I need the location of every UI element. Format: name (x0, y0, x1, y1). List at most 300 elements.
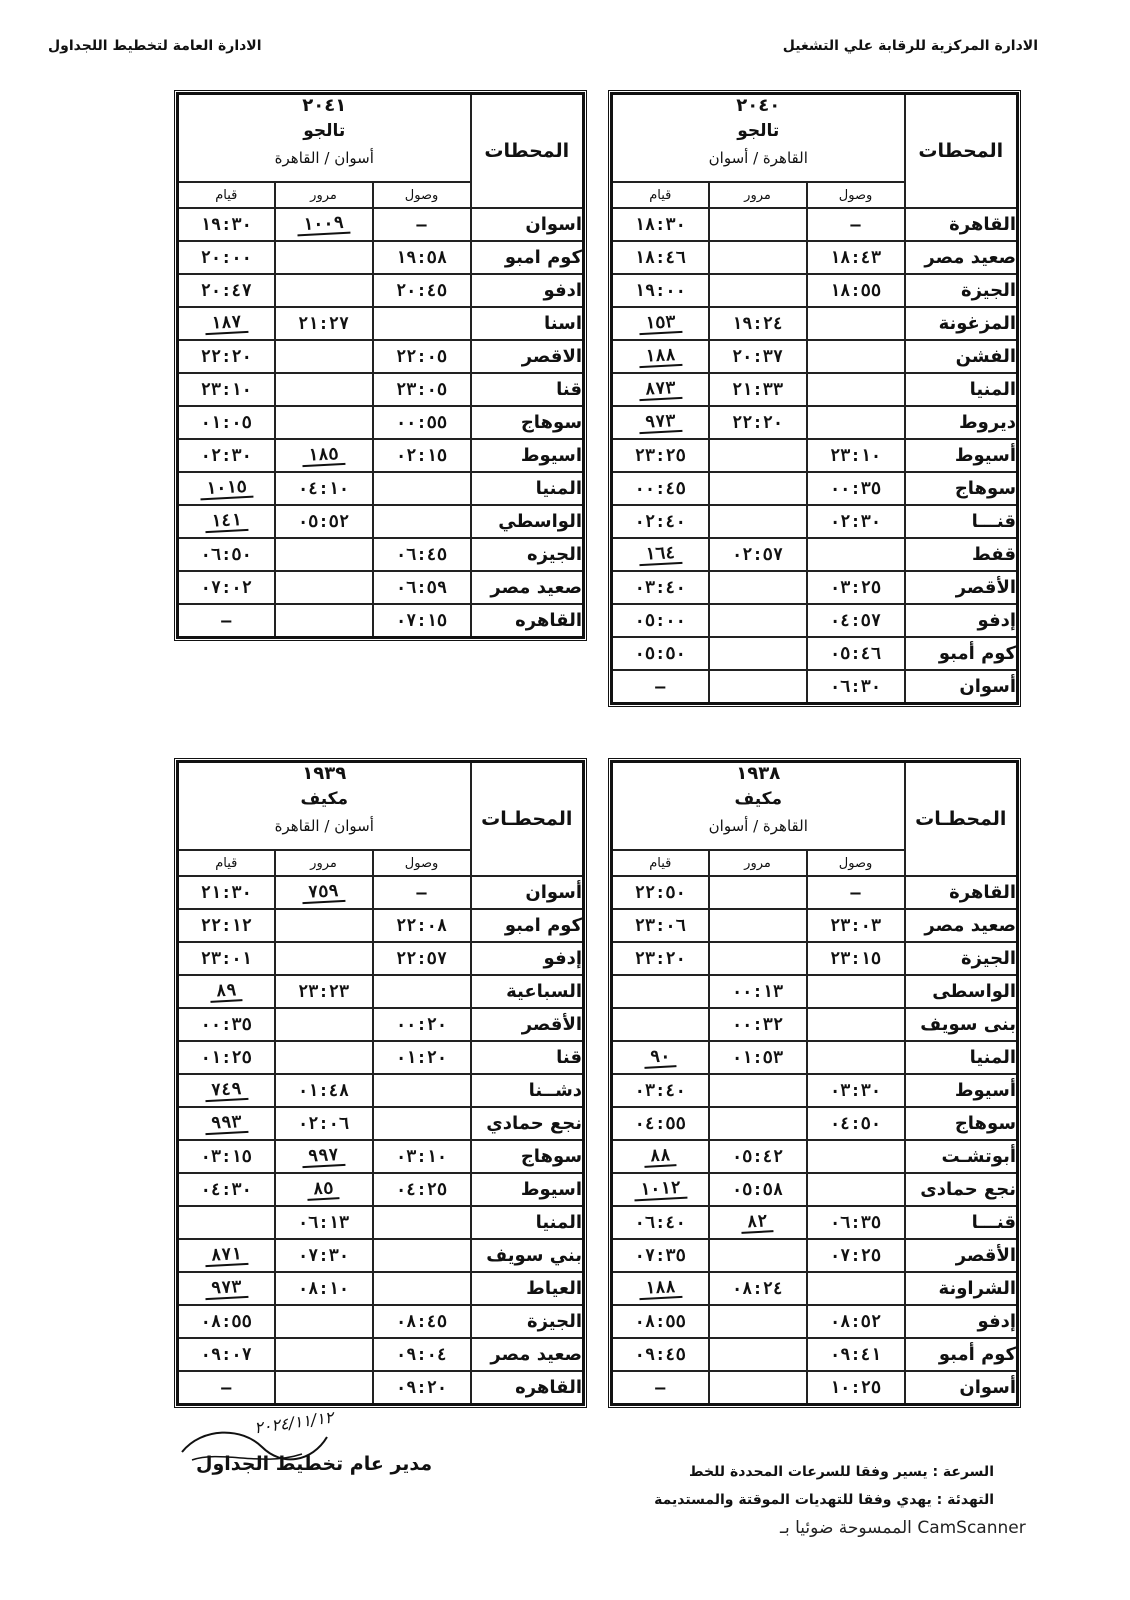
arrival-time (373, 1239, 471, 1272)
station-name: أبوتشـت (905, 1140, 1018, 1173)
pass-time: ٠١:٤٨ (275, 1074, 373, 1107)
table-row (178, 307, 584, 340)
station-name: سوهاج (905, 1107, 1018, 1140)
col-pass: مرور (275, 182, 373, 208)
train-class: تالجو (737, 121, 780, 141)
train-crossing-mark (612, 406, 709, 439)
station-name: الجيزة (471, 1305, 584, 1338)
table-row (178, 876, 584, 909)
departure-time: ١٩:٠٠ (612, 274, 709, 307)
table-row (178, 571, 584, 604)
pass-time: ٠٧:٣٠ (275, 1239, 373, 1272)
table-row (178, 1140, 584, 1173)
departure-time: ٠٠:٤٥ (612, 472, 709, 505)
pass-time: ١٩:٢٤ (709, 307, 807, 340)
arrival-time: ٠٥:٤٦ (807, 637, 905, 670)
pass-time (709, 505, 807, 538)
arrival-time (807, 1140, 905, 1173)
pass-time (275, 1305, 373, 1338)
table-row (612, 1140, 1018, 1173)
train-header (612, 94, 905, 183)
pass-time (275, 942, 373, 975)
table-row (178, 1305, 584, 1338)
table-row (612, 505, 1018, 538)
station-name: الواسطي (471, 505, 584, 538)
station-name: قنا (471, 1041, 584, 1074)
pass-time (275, 1008, 373, 1041)
departure-time: ٢٢:١٢ (178, 909, 275, 942)
crossing-number: ١٠١٢ (633, 1179, 687, 1202)
table-row (612, 274, 1018, 307)
pass-time (275, 909, 373, 942)
table-row (178, 1074, 584, 1107)
table-row (178, 373, 584, 406)
departure-time: ٠٦:٤٠ (612, 1206, 709, 1239)
table-row (178, 439, 584, 472)
signature-title: مدير عام تخطيط الجداول (196, 1453, 433, 1475)
pass-time: ٠١:٥٣ (709, 1041, 807, 1074)
station-name: السباعية (471, 975, 584, 1008)
station-name: بنى سويف (905, 1008, 1018, 1041)
pass-time (275, 340, 373, 373)
crossing-number: ٧٥٩ (302, 882, 346, 904)
train-crossing-mark (275, 1173, 373, 1206)
table-row (612, 909, 1018, 942)
arrival-time: ٢٢:٥٧ (373, 942, 471, 975)
train-crossing-mark (178, 975, 275, 1008)
table-row (612, 637, 1018, 670)
crossing-number: ١٥٣ (638, 313, 682, 335)
col-arrival: وصول (807, 182, 905, 208)
departure-time: ٠٧:٠٢ (178, 571, 275, 604)
station-name: المزغونة (905, 307, 1018, 340)
arrival-time: ٠٦:٣٥ (807, 1206, 905, 1239)
arrival-time: ٠٩:٤١ (807, 1338, 905, 1371)
departure-time: ٠٣:١٥ (178, 1140, 275, 1173)
table-row (612, 307, 1018, 340)
departure-time: ١٨:٣٠ (612, 208, 709, 241)
no-time-dash: — (178, 604, 275, 638)
table-row (178, 1338, 584, 1371)
pass-time (709, 1371, 807, 1405)
station-name: صعيد مصر (905, 241, 1018, 274)
arrival-time: ٠٩:٠٤ (373, 1338, 471, 1371)
train-class: مكيف (300, 789, 349, 809)
pass-time: ٠٤:١٠ (275, 472, 373, 505)
departure-time: ٠٩:٤٥ (612, 1338, 709, 1371)
departure-time: ٠٦:٥٠ (178, 538, 275, 571)
no-time-dash: — (807, 208, 905, 241)
pass-time: ٠٥:٤٢ (709, 1140, 807, 1173)
arrival-time (807, 1041, 905, 1074)
pass-time (709, 942, 807, 975)
pass-time (275, 406, 373, 439)
train-route: أسوان / القاهرة (274, 817, 374, 835)
departure-time: ٠١:٢٥ (178, 1041, 275, 1074)
table-row (612, 876, 1018, 909)
arrival-time: ٠٨:٥٢ (807, 1305, 905, 1338)
table-row (612, 975, 1018, 1008)
arrival-time (807, 340, 905, 373)
departure-time (178, 1206, 275, 1239)
train-number: ١٩٣٩ (302, 763, 347, 784)
stations-header: المحطات (905, 94, 1018, 209)
departure-time: ٢٣:٢٠ (612, 942, 709, 975)
timetable-2041 (176, 92, 585, 639)
crossing-number: ٨٥ (307, 1179, 340, 1201)
pass-time (709, 604, 807, 637)
pass-time (709, 1239, 807, 1272)
departure-time: ٠٨:٥٥ (612, 1305, 709, 1338)
station-name: قنا (471, 373, 584, 406)
departure-time: ٠٩:٠٧ (178, 1338, 275, 1371)
train-header (178, 762, 471, 851)
table-row (612, 1206, 1018, 1239)
train-crossing-mark (612, 373, 709, 406)
table-row (178, 1272, 584, 1305)
pass-time (709, 472, 807, 505)
station-name: اسيوط (471, 1173, 584, 1206)
arrival-time (373, 1272, 471, 1305)
table-row (612, 1074, 1018, 1107)
crossing-number: ٩٠ (644, 1047, 677, 1069)
station-name: الشراونة (905, 1272, 1018, 1305)
table-row (612, 1041, 1018, 1074)
departure-time: ٠٤:٥٥ (612, 1107, 709, 1140)
pass-time: ٠٢:٠٦ (275, 1107, 373, 1140)
arrival-time: ٠٤:٢٥ (373, 1173, 471, 1206)
train-crossing-mark (612, 1041, 709, 1074)
departure-time: ٠٢:٣٠ (178, 439, 275, 472)
pass-time (275, 274, 373, 307)
arrival-time: ٠٣:٢٥ (807, 571, 905, 604)
arrival-time: ١٨:٤٣ (807, 241, 905, 274)
train-crossing-mark (275, 876, 373, 909)
train-crossing-mark (612, 538, 709, 571)
arrival-time (373, 1107, 471, 1140)
station-name: الاقصر (471, 340, 584, 373)
pass-time: ٠٠:٣٢ (709, 1008, 807, 1041)
table-row (178, 942, 584, 975)
station-name: أسيوط (905, 1074, 1018, 1107)
table-row (178, 505, 584, 538)
pass-time (709, 1305, 807, 1338)
train-header (612, 762, 905, 851)
station-name: دشــنا (471, 1074, 584, 1107)
train-crossing-mark (612, 340, 709, 373)
departure-time: ٠٧:٣٥ (612, 1239, 709, 1272)
departure-time: ٠٤:٣٠ (178, 1173, 275, 1206)
station-name: الأقصر (905, 571, 1018, 604)
table-row (612, 439, 1018, 472)
table-row (178, 241, 584, 274)
table-row (612, 373, 1018, 406)
departure-time: ٠٣:٤٠ (612, 571, 709, 604)
departure-time: ٢٣:٠٦ (612, 909, 709, 942)
pass-time (275, 604, 373, 638)
station-name: كوم أمبو (905, 1338, 1018, 1371)
crossing-number: ٩٩٧ (302, 1146, 346, 1168)
departure-time (612, 1008, 709, 1041)
train-header (178, 94, 471, 183)
crossing-number: ١٠٠٩ (297, 214, 351, 237)
arrival-time: ٠٠:٥٥ (373, 406, 471, 439)
train-crossing-mark (178, 307, 275, 340)
arrival-time (373, 307, 471, 340)
signature-date: ٢٠٢٤/١١/١٢ (253, 1407, 335, 1438)
arrival-time (807, 975, 905, 1008)
crossing-number: ٩٧٣ (638, 412, 682, 434)
station-name: الجيزة (905, 942, 1018, 975)
arrival-time: ٠١:٢٠ (373, 1041, 471, 1074)
table-row (178, 538, 584, 571)
pass-time (709, 637, 807, 670)
arrival-time (373, 505, 471, 538)
table-row (178, 1041, 584, 1074)
pass-time (275, 538, 373, 571)
arrival-time (807, 538, 905, 571)
station-name: الأقصر (905, 1239, 1018, 1272)
station-name: أسوان (471, 876, 584, 909)
train-route: القاهرة / أسوان (708, 149, 808, 167)
pass-time (709, 274, 807, 307)
table-row (612, 670, 1018, 704)
table-row (612, 241, 1018, 274)
arrival-time (807, 307, 905, 340)
station-name: إدفو (905, 604, 1018, 637)
no-time-dash: — (807, 876, 905, 909)
station-name: كوم امبو (471, 241, 584, 274)
station-name: صعيد مصر (471, 1338, 584, 1371)
arrival-time: ٠٣:١٠ (373, 1140, 471, 1173)
arrival-time: ٠٦:٤٥ (373, 538, 471, 571)
table-row (178, 1371, 584, 1405)
departure-time: ٢٠:٤٧ (178, 274, 275, 307)
pass-time (275, 1041, 373, 1074)
station-name: إدفو (905, 1305, 1018, 1338)
arrival-time: ٢٣:١٥ (807, 942, 905, 975)
arrival-time: ٠٨:٤٥ (373, 1305, 471, 1338)
pass-time (709, 1338, 807, 1371)
pass-time (275, 241, 373, 274)
train-number: ٢٠٤٠ (736, 95, 781, 116)
pass-time (709, 208, 807, 241)
col-pass: مرور (709, 182, 807, 208)
station-name: بني سويف (471, 1239, 584, 1272)
arrival-time (807, 373, 905, 406)
crossing-number: ٨٨ (644, 1146, 677, 1168)
station-name: صعيد مصر (905, 909, 1018, 942)
train-crossing-mark (178, 1074, 275, 1107)
station-name: كوم أمبو (905, 637, 1018, 670)
header-right-org: الادارة المركزية للرقابة علي التشغيل (782, 38, 1038, 54)
station-name: المنيا (905, 373, 1018, 406)
table-row (612, 1305, 1018, 1338)
pass-time: ٢١:٢٧ (275, 307, 373, 340)
station-name: إدفو (471, 942, 584, 975)
pass-time: ٢١:٣٣ (709, 373, 807, 406)
arrival-time: ٠٧:١٥ (373, 604, 471, 638)
arrival-time: ٢٢:٠٨ (373, 909, 471, 942)
arrival-time: ٠٤:٥٧ (807, 604, 905, 637)
slowdown-note: التهدئة : يهدي وفقا للتهديات الموقتة والمستديمة (654, 1492, 994, 1508)
crossing-number: ٨٧١ (204, 1245, 248, 1267)
departure-time: ٠٣:٤٠ (612, 1074, 709, 1107)
table-row (612, 1239, 1018, 1272)
no-time-dash: — (612, 670, 709, 704)
pass-time: ٠٨:١٠ (275, 1272, 373, 1305)
table-row (178, 1173, 584, 1206)
departure-time: ١٩:٣٠ (178, 208, 275, 241)
pass-time: ٠٢:٥٧ (709, 538, 807, 571)
departure-time: ١٨:٤٦ (612, 241, 709, 274)
station-name: القاهرة (905, 876, 1018, 909)
pass-time: ٠٦:١٣ (275, 1206, 373, 1239)
station-name: قنـــا (905, 1206, 1018, 1239)
header-left-org: الادارة العامة لتخطيط اللجداول (48, 38, 262, 54)
table-row (612, 604, 1018, 637)
crossing-number: ١٦٤ (638, 544, 682, 566)
train-crossing-mark (178, 505, 275, 538)
station-name: أسوان (905, 670, 1018, 704)
pass-time (709, 241, 807, 274)
station-name: الفشن (905, 340, 1018, 373)
train-class: تالجو (303, 121, 346, 141)
pass-time (709, 1107, 807, 1140)
col-arrival: وصول (373, 182, 471, 208)
table-row (178, 208, 584, 241)
arrival-time: ٢٠:٤٥ (373, 274, 471, 307)
train-crossing-mark (612, 1140, 709, 1173)
crossing-number: ٩٩٣ (204, 1113, 248, 1135)
no-time-dash: — (178, 1371, 275, 1405)
arrival-time: ٢٣:١٠ (807, 439, 905, 472)
train-crossing-mark (612, 1173, 709, 1206)
pass-time: ٠٥:٥٢ (275, 505, 373, 538)
arrival-time: ٠٤:٥٠ (807, 1107, 905, 1140)
arrival-time (807, 406, 905, 439)
station-name: سوهاج (471, 406, 584, 439)
pass-time (275, 1371, 373, 1405)
arrival-time: ١٨:٥٥ (807, 274, 905, 307)
pass-time: ٠٥:٥٨ (709, 1173, 807, 1206)
col-departure: قيام (612, 182, 709, 208)
departure-time: ٠١:٠٥ (178, 406, 275, 439)
station-name: صعيد مصر (471, 571, 584, 604)
no-time-dash: — (373, 876, 471, 909)
table-row (178, 472, 584, 505)
table-row (612, 1272, 1018, 1305)
station-name: أسوان (905, 1371, 1018, 1405)
table-row (612, 1107, 1018, 1140)
departure-time: ٠٠:٣٥ (178, 1008, 275, 1041)
station-name: الأقصر (471, 1008, 584, 1041)
station-name: اسيوط (471, 439, 584, 472)
station-name: اسنا (471, 307, 584, 340)
stations-header: المحطـات (471, 762, 584, 877)
train-crossing-mark (178, 1239, 275, 1272)
departure-time: ٢٠:٠٠ (178, 241, 275, 274)
scanner-footer: الممسوحة ضوئيا بـ CamScanner (780, 1518, 1026, 1538)
table-row (178, 340, 584, 373)
arrival-time (807, 1008, 905, 1041)
departure-time: ٠٨:٥٥ (178, 1305, 275, 1338)
train-crossing-mark (612, 1272, 709, 1305)
arrival-time (373, 975, 471, 1008)
pass-time (275, 571, 373, 604)
crossing-number: ١٤١ (204, 511, 248, 533)
arrival-time: ٠٢:١٥ (373, 439, 471, 472)
timetable-2040 (610, 92, 1019, 705)
departure-time: ٢٢:٢٠ (178, 340, 275, 373)
station-name: ادفو (471, 274, 584, 307)
arrival-time (807, 1173, 905, 1206)
train-crossing-mark (275, 439, 373, 472)
station-name: اسوان (471, 208, 584, 241)
pass-time (709, 909, 807, 942)
table-row (178, 1107, 584, 1140)
station-name: ديروط (905, 406, 1018, 439)
station-name: المنيا (471, 1206, 584, 1239)
pass-time (709, 1074, 807, 1107)
train-number: ٢٠٤١ (302, 95, 347, 116)
departure-time: ٢١:٣٠ (178, 876, 275, 909)
train-route: أسوان / القاهرة (274, 149, 374, 167)
no-time-dash: — (612, 1371, 709, 1405)
col-pass: مرور (275, 850, 373, 876)
station-name: سوهاج (905, 472, 1018, 505)
train-number: ١٩٣٨ (736, 763, 781, 784)
crossing-number: ١٨٨ (638, 346, 682, 368)
crossing-number: ٨٩ (210, 981, 243, 1003)
arrival-time: ١٩:٥٨ (373, 241, 471, 274)
station-name: قنـــا (905, 505, 1018, 538)
arrival-time: ٠٦:٥٩ (373, 571, 471, 604)
arrival-time: ٠٠:٢٠ (373, 1008, 471, 1041)
station-name: القاهرة (905, 208, 1018, 241)
station-name: القاهره (471, 604, 584, 638)
station-name: المنيا (471, 472, 584, 505)
table-row (612, 1173, 1018, 1206)
table-row (612, 472, 1018, 505)
station-name: الواسطى (905, 975, 1018, 1008)
table-row (178, 1206, 584, 1239)
train-crossing-mark (178, 1107, 275, 1140)
crossing-number: ٨٧٣ (638, 379, 682, 401)
departure-time: ٢٣:٢٥ (612, 439, 709, 472)
arrival-time: ٢٢:٠٥ (373, 340, 471, 373)
table-row (612, 538, 1018, 571)
crossing-number: ١٨٧ (204, 313, 248, 335)
arrival-time (807, 1272, 905, 1305)
station-name: كوم امبو (471, 909, 584, 942)
speed-note: السرعة : يسير وفقا للسرعات المحددة للخط (689, 1464, 994, 1480)
table-row (178, 1008, 584, 1041)
col-departure: قيام (612, 850, 709, 876)
arrival-time: ٠٢:٣٠ (807, 505, 905, 538)
pass-time: ٢٢:٢٠ (709, 406, 807, 439)
crossing-number: ٩٧٣ (204, 1278, 248, 1300)
crossing-number: ١٨٥ (302, 445, 346, 467)
table-row (612, 1008, 1018, 1041)
pass-time (709, 571, 807, 604)
table-row (178, 975, 584, 1008)
station-name: نجع حمادي (471, 1107, 584, 1140)
pass-time (275, 373, 373, 406)
table-row (612, 571, 1018, 604)
timetable-1938 (610, 760, 1019, 1406)
table-row (178, 1239, 584, 1272)
